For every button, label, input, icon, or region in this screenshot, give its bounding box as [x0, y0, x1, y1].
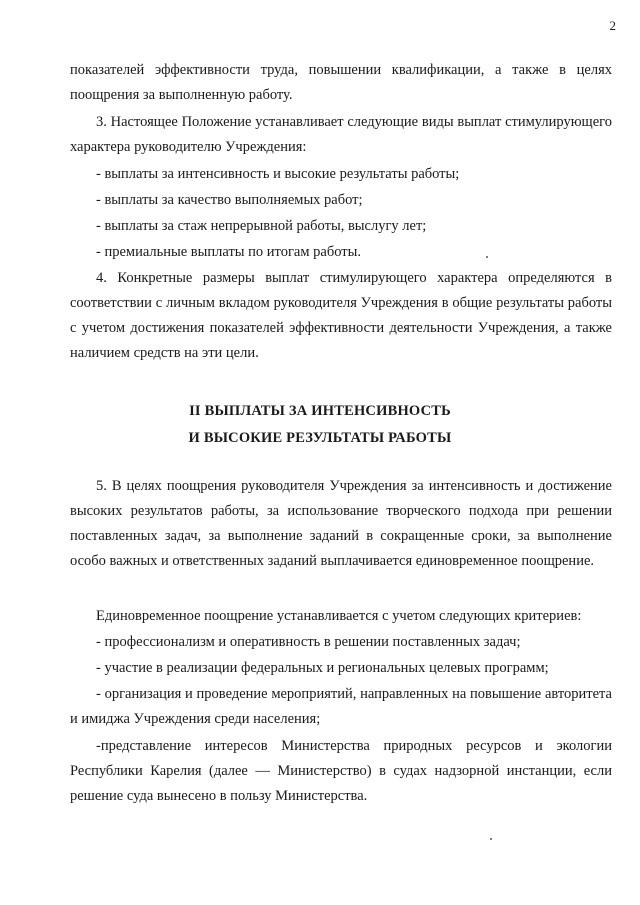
list-item: - премиальные выплаты по итогам работы. [96, 244, 361, 260]
list-item: - выплаты за качество выполняемых работ; [96, 192, 363, 208]
criteria-item-3: - организация и проведение мероприятий, направленных на повышение авторитета и имиджа Учреждения среди населения; [70, 686, 612, 727]
criteria-item: - профессионализм и оперативность в решении поставленных задач; [96, 634, 521, 650]
criteria-item: - участие в реализации федеральных и региональных целевых программ; [96, 660, 549, 676]
section-heading-line-2: И ВЫСОКИЕ РЕЗУЛЬТАТЫ РАБОТЫ [188, 430, 452, 446]
section-heading-line-1: II ВЫПЛАТЫ ЗА ИНТЕНСИВНОСТЬ [189, 403, 451, 419]
paragraph-3: 3. Настоящее Положение устанавливает следующие виды выплат стимулирующего характера руководителю Учреждения: [70, 114, 612, 155]
paragraph-continuation: показателей эффективности труда, повышении квалификации, а также в целях поощрения за выполненную работу. [70, 62, 612, 103]
list-item: - выплаты за интенсивность и высокие результаты работы; [96, 166, 460, 182]
scan-speck [490, 838, 492, 840]
page-number: 2 [609, 18, 616, 33]
list-item: - выплаты за стаж непрерывной работы, выслугу лет; [96, 218, 427, 234]
criteria-intro: Единовременное поощрение устанавливается с учетом следующих критериев: [96, 608, 582, 624]
paragraph-4: 4. Конкретные размеры выплат стимулирующего характера определяются в соответствии с личным вкладом руководителя Учреждения в общие результаты работы с учетом достижения показателей эффективности деятельности Учреждения, а также наличием средств на эти цели. [70, 270, 612, 361]
paragraph-5: 5. В целях поощрения руководителя Учреждения за интенсивность и достижение высоких результатов работы, за использование творческого подхода при решении поставленных задач, за выполнение заданий в сокращенные сроки, за выполнение особо важных и ответственных заданий выплачивается единовременное поощрение. [70, 478, 612, 569]
criteria-item-4: -представление интересов Министерства природных ресурсов и экологии Республики Карелия (далее — Министерство) в судах надзорной инстанции, если решение суда вынесено в пользу Министерства. [70, 738, 612, 804]
scan-speck [486, 256, 488, 258]
